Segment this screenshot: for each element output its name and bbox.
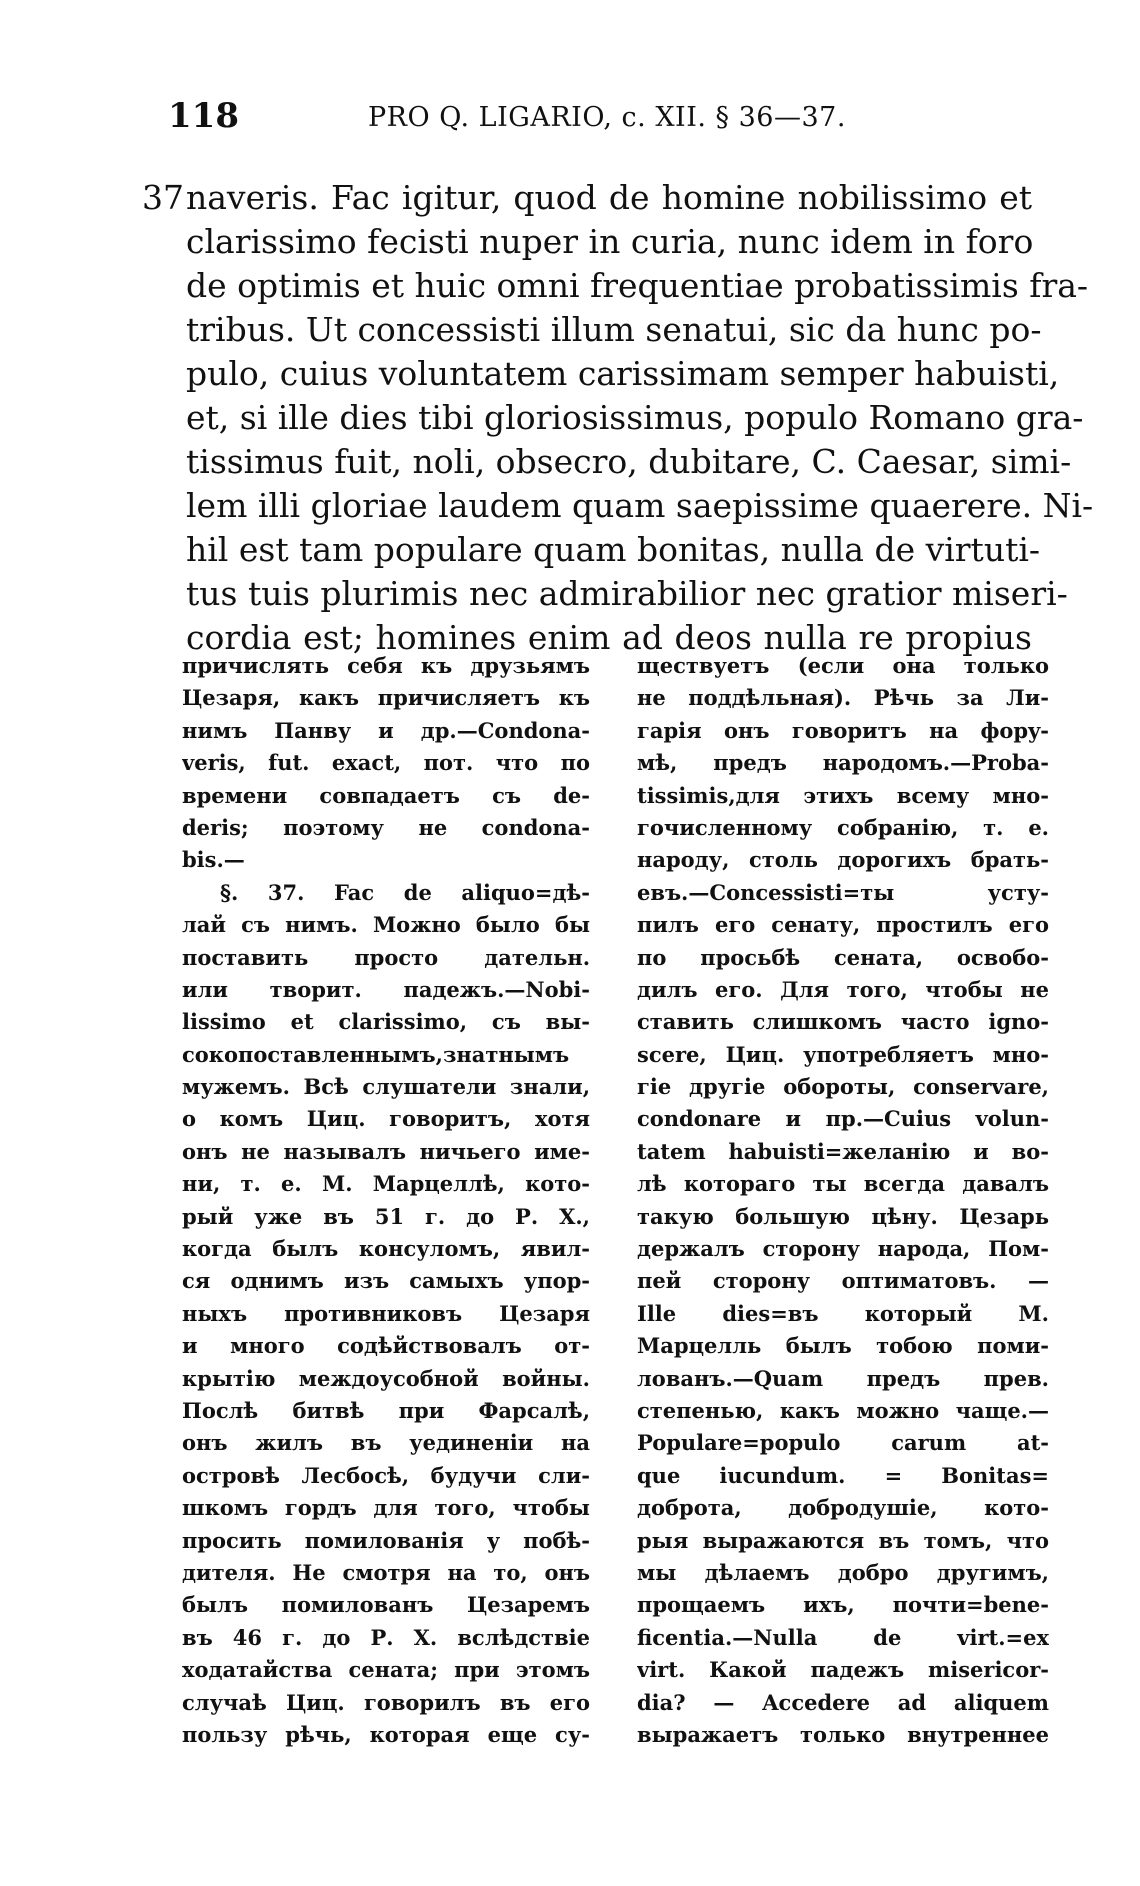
note-line: condonare и пр.—Cuius volun-	[637, 1106, 1049, 1132]
latin-line: et, si ille dies tibi gloriosissimus, populo Romano gra-	[186, 398, 1084, 437]
note-line: по просьбѣ сената, освобо-	[637, 944, 1049, 970]
note-line: выражаетъ только внутреннее	[637, 1721, 1049, 1747]
note-line: причислять себя къ друзьямъ	[182, 653, 590, 678]
latin-text-block	[142, 176, 1094, 660]
note-line: ставить слишкомъ часто igno-	[637, 1009, 1049, 1035]
note-line: онъ не называлъ ничьего име-	[182, 1138, 590, 1164]
latin-line: tus tuis plurimis nec admirabilior nec gratior miseri-	[186, 574, 1068, 613]
note-line: лай съ нимъ. Можно было бы	[182, 912, 590, 938]
note-line: крытію междоусобной войны.	[182, 1365, 590, 1391]
note-line: лованъ.—Quam предъ прев.	[637, 1365, 1049, 1391]
note-line: tatem habuisti=желанію и во-	[637, 1138, 1049, 1164]
note-line: scere, Циц. употребляетъ мно-	[637, 1041, 1049, 1067]
note-line: Марцелль былъ тобою поми-	[637, 1333, 1049, 1359]
note-line: онъ жилъ въ уединеніи на	[182, 1430, 590, 1456]
note-line: евъ.—Concessisti=ты усту-	[637, 879, 1049, 905]
note-line: прощаемъ ихъ, почти=bene-	[637, 1592, 1049, 1618]
running-head: PRO Q. LIGARIO, c. XII. § 36—37.	[368, 102, 846, 133]
latin-line: tribus. Ut concessisti illum senatui, sic da hunc po-	[186, 310, 1042, 349]
note-line: ныхъ противниковъ Цезаря	[182, 1300, 590, 1326]
note-line: tissimis,для этихъ всему мно-	[637, 782, 1049, 808]
note-line: Цезаря, какъ причисляетъ къ	[182, 685, 590, 711]
note-line: когда былъ консуломъ, явил-	[182, 1236, 590, 1262]
note-line: ни, т. е. М. Марцеллѣ, кото-	[182, 1171, 590, 1197]
latin-line: lem illi gloriae laudem quam saepissime quaerere. Ni-	[186, 486, 1094, 525]
latin-line: cordia est; homines enim ad deos nulla re propius	[186, 618, 1032, 657]
note-line: гарія онъ говоритъ на форy-	[637, 717, 1049, 743]
note-line: ficentia.—Nulla de virt.=ex	[637, 1624, 1049, 1650]
note-line: §. 37. Fac de aliquo=дѣ-	[220, 879, 590, 905]
latin-line: tissimus fuit, noli, obsecro, dubitare, C. Caesar, simi-	[186, 442, 1072, 481]
note-line: нимъ Панву и др.—Condona-	[182, 717, 590, 743]
note-line: рыя выражаются въ томъ, что	[637, 1527, 1049, 1553]
note-line: que iucundum. = Bonitas=	[637, 1462, 1049, 1488]
note-line: островѣ Лесбосѣ, будучи сли-	[182, 1462, 590, 1488]
note-line: мы дѣлаемъ добро другимъ,	[637, 1559, 1049, 1585]
note-line: доброта, добродушіе, кото-	[637, 1495, 1049, 1521]
note-line: былъ помилованъ Цезаремъ	[182, 1592, 590, 1618]
note-line: лѣ котораго ты всегда давалъ	[637, 1171, 1049, 1197]
note-line: дилъ его. Для того, чтобы не	[637, 976, 1049, 1002]
note-line: въ 46 г. до Р. Х. вслѣдствіе	[182, 1624, 590, 1650]
note-line: пилъ его сенату, простилъ его	[637, 912, 1049, 938]
note-line: ходатайства сената; при этомъ	[182, 1657, 590, 1683]
note-line: ся однимъ изъ самыхъ упор-	[182, 1268, 590, 1294]
note-line: гочисленному собранію, т. е.	[637, 814, 1049, 840]
note-line: степенью, какъ можно чаще.—	[637, 1397, 1049, 1423]
note-line: dia? — Accedere ad aliquem	[637, 1689, 1049, 1715]
note-line: пользу рѣчь, которая еще су-	[182, 1721, 590, 1747]
note-line: lissimo et clarissimo, съ вы-	[182, 1009, 590, 1035]
note-line: мужемъ. Всѣ слушатели знали,	[182, 1074, 590, 1100]
note-line: и много содѣйствовалъ от-	[182, 1333, 590, 1359]
latin-line: clarissimo fecisti nuper in curia, nunc idem in foro	[186, 222, 1034, 261]
note-line: случаѣ Циц. говорилъ въ его	[182, 1689, 590, 1715]
note-line: о комъ Циц. говоритъ, хотя	[182, 1106, 590, 1132]
note-line: deris; поэтому не condona-	[182, 814, 590, 840]
latin-line: de optimis et huic omni frequentiae probatissimis fra-	[186, 266, 1089, 305]
note-line: шкомъ гордъ для того, чтобы	[182, 1495, 590, 1521]
commentary-right-column	[637, 650, 1049, 1751]
note-line: virt. Какой падежъ misericor-	[637, 1657, 1049, 1683]
note-line: поставить просто дательн.	[182, 944, 590, 970]
note-line: мѣ, предъ народомъ.—Proba-	[637, 750, 1049, 776]
note-line: дителя. Не смотря на то, онъ	[182, 1559, 590, 1585]
note-line: ществуетъ (если она только	[637, 653, 1049, 678]
note-line: народу, столь дорогихъ брать-	[637, 847, 1049, 873]
note-line: Ille dies=въ который М.	[637, 1300, 1049, 1326]
note-line: рый уже въ 51 г. до Р. Х.,	[182, 1203, 590, 1229]
note-line: гіе другіе обороты, conservare,	[637, 1074, 1049, 1100]
note-line: не поддѣльная). Рѣчь за Ли-	[637, 685, 1049, 711]
note-line: veris, fut. exact, пот. что по	[182, 750, 590, 776]
note-line: bis.—	[182, 847, 245, 873]
note-line: времени совпадаетъ съ de-	[182, 782, 590, 808]
note-line: или творит. падежъ.—Nobi-	[182, 976, 590, 1002]
note-line: такую большую цѣну. Цезарь	[637, 1203, 1049, 1229]
page-number: 118	[168, 96, 239, 136]
latin-line: 37 naveris. Fac igitur, quod de homine nobilissimo et	[142, 176, 1032, 220]
note-line: Populare=populo carum at-	[637, 1430, 1049, 1456]
section-number: 37	[142, 178, 184, 217]
note-line: Послѣ битвѣ при Фарсалѣ,	[182, 1397, 590, 1423]
note-line: сокопоставленнымъ,знатнымъ	[182, 1041, 570, 1067]
note-line: просить помилованія у побѣ-	[182, 1527, 590, 1553]
latin-line: pulo, cuius voluntatem carissimam semper habuisti,	[186, 354, 1060, 393]
note-line: пей сторону оптиматовъ. —	[637, 1268, 1049, 1294]
commentary-left-column	[182, 650, 590, 1751]
note-line: держалъ сторону народа, Пом-	[637, 1236, 1049, 1262]
latin-line: hil est tam populare quam bonitas, nulla de virtuti-	[186, 530, 1041, 569]
page-header	[168, 96, 868, 146]
